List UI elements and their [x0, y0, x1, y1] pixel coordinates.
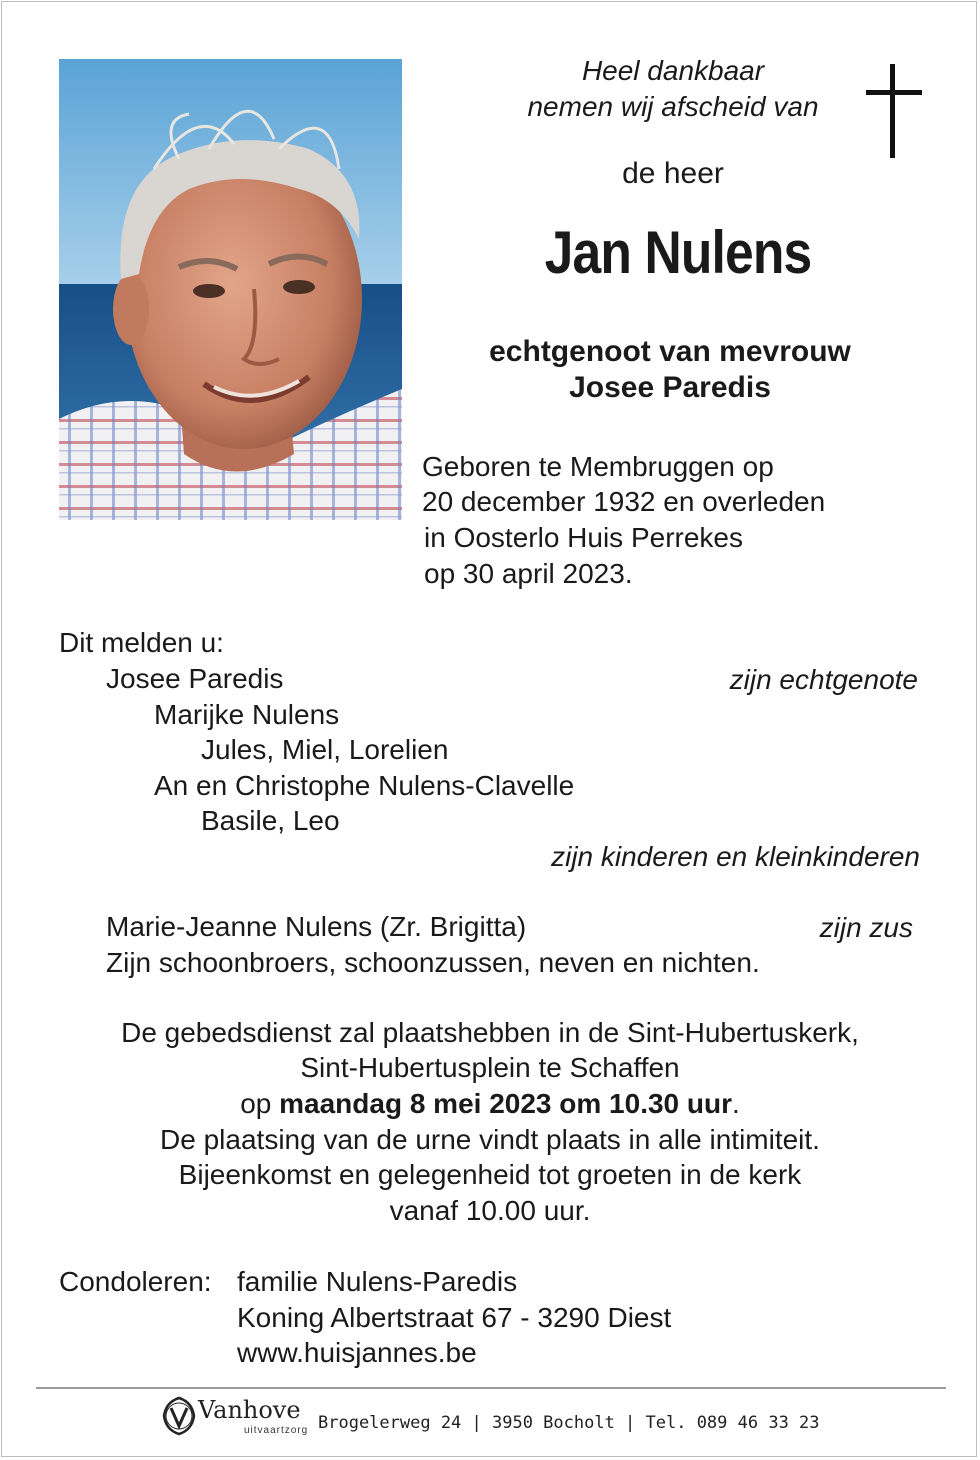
- logo-subtitle: uitvaartzorg: [244, 1425, 309, 1436]
- birth-line-2: 20 december 1932 en overleden: [422, 486, 826, 517]
- birth-line-4: op 30 april 2023.: [424, 558, 633, 589]
- cross-icon: [866, 64, 922, 158]
- portrait-photo: [59, 59, 402, 520]
- family-children-relation: zijn kinderen en kleinkinderen: [551, 841, 920, 872]
- intro-line-2: nemen wij afscheid van: [527, 91, 819, 122]
- family-sister-relation: zijn zus: [819, 912, 913, 943]
- logo-name: Vanhove: [198, 1396, 301, 1424]
- service-date-prefix: op: [240, 1088, 272, 1119]
- spouse-line-1: echtgenoot van mevrouw: [489, 335, 851, 368]
- family-sister-name: Marie-Jeanne Nulens (Zr. Brigitta): [106, 911, 527, 942]
- condolences-website[interactable]: www.huisjannes.be: [237, 1337, 477, 1368]
- condolences-family: familie Nulens-Paredis: [237, 1266, 518, 1297]
- spouse-line-2: Josee Paredis: [569, 371, 771, 404]
- service-line-2: Sint-Hubertusplein te Schaffen: [300, 1052, 680, 1083]
- condolences-label: Condoleren:: [59, 1266, 212, 1297]
- service-line-1: De gebedsdienst zal plaatshebben in de Sint-Hubertuskerk,: [121, 1017, 859, 1048]
- family-grandchildren-2: Basile, Leo: [201, 805, 340, 836]
- family-heading: Dit melden u:: [59, 627, 224, 658]
- family-spouse-relation: zijn echtgenote: [729, 664, 918, 695]
- deceased-name: Jan Nulens: [544, 219, 812, 286]
- service-date-suffix: .: [732, 1088, 740, 1119]
- family-spouse-name: Josee Paredis: [106, 663, 284, 694]
- family-child-2: An en Christophe Nulens-Clavelle: [154, 770, 575, 801]
- service-date-bold: maandag 8 mei 2023 om 10.30 uur: [279, 1088, 733, 1119]
- family-grandchildren-1: Jules, Miel, Lorelien: [201, 734, 449, 765]
- vanhove-emblem-icon: [160, 1396, 198, 1436]
- service-line-4: De plaatsing van de urne vindt plaats in alle intimiteit.: [160, 1124, 820, 1155]
- footer-address: Brogelerweg 24 | 3950 Bocholt | Tel. 089 46 33 23: [318, 1413, 820, 1433]
- birth-line-1: Geboren te Membruggen op: [422, 451, 774, 482]
- intro-line-1: Heel dankbaar: [581, 55, 765, 86]
- service-line-6: vanaf 10.00 uur.: [389, 1195, 591, 1226]
- condolences-address: Koning Albertstraat 67 - 3290 Diest: [237, 1302, 672, 1333]
- birth-line-3: in Oosterlo Huis Perrekes: [424, 522, 744, 553]
- honorific: de heer: [622, 157, 724, 190]
- service-date: [40, 1088, 940, 1120]
- family-child-1: Marijke Nulens: [154, 699, 340, 730]
- vanhove-logo: [160, 1396, 310, 1436]
- service-line-5: Bijeenkomst en gelegenheid tot groeten in de kerk: [178, 1159, 802, 1190]
- footer-divider: [36, 1387, 946, 1389]
- family-others: Zijn schoonbroers, schoonzussen, neven en nichten.: [106, 947, 760, 978]
